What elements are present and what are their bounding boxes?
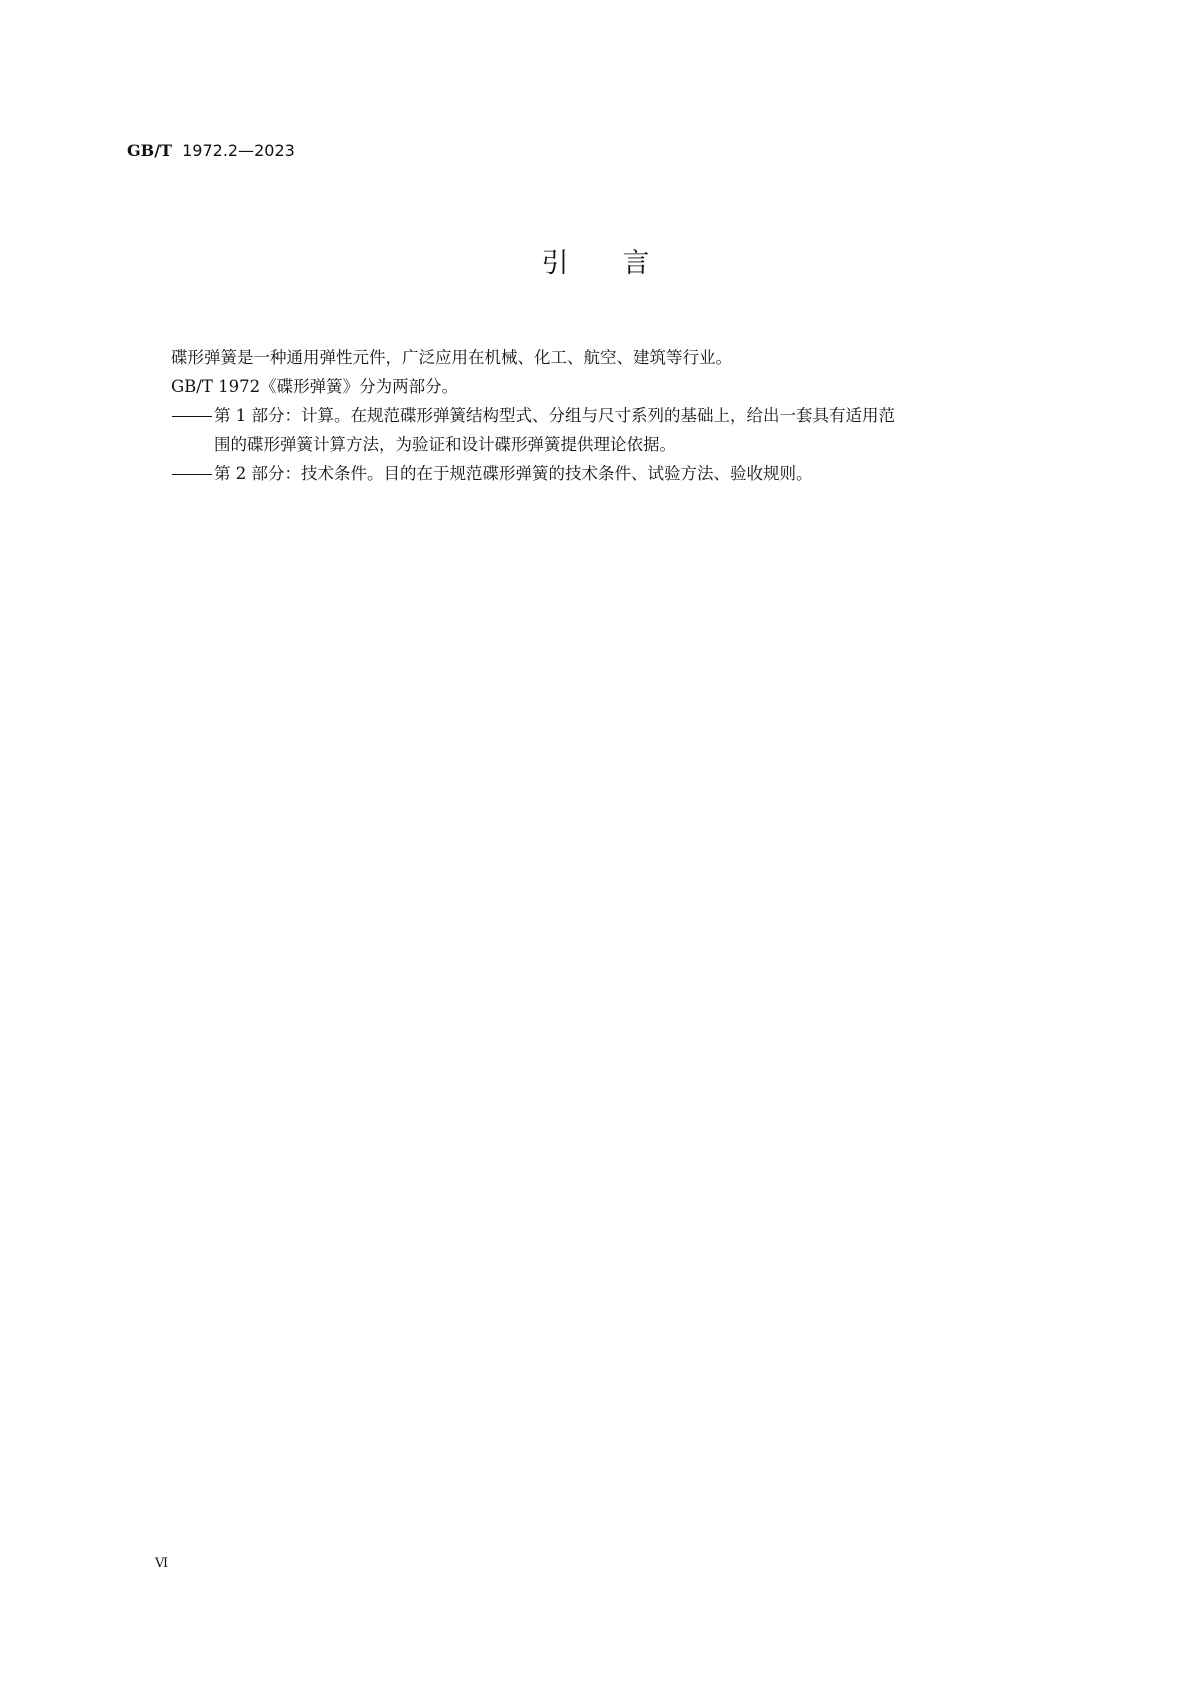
dash-marker [172,416,212,417]
paragraph-intro: 碟形弹簧是一种通用弹性元件，广泛应用在机械、化工、航空、建筑等行业。 [171,348,732,367]
list-item-text: 第 2 部分：技术条件。目的在于规范碟形弹簧的技术条件、试验方法、验收规则。 [214,464,813,483]
list-item-text-continued: 围的碟形弹簧计算方法，为验证和设计碟形弹簧提供理论依据。 [214,435,676,454]
document-code [127,141,295,161]
page-number: Ⅵ [155,1556,169,1571]
list-item-part-2 [171,459,1051,488]
page-title: 引言 [541,248,704,279]
list-item-part-1 [171,401,1051,459]
document-code-number: 1972.2—2023 [182,141,295,160]
document-code-prefix: GB/T [127,141,172,160]
body-text [171,343,1051,488]
list-item-text: 第 1 部分：计算。在规范碟形弹簧结构型式、分组与尺寸系列的基础上，给出一套具有适用范 [214,406,895,425]
dash-marker [172,474,212,475]
paragraph-parts: GB/T 1972《碟形弹簧》分为两部分。 [171,377,459,396]
